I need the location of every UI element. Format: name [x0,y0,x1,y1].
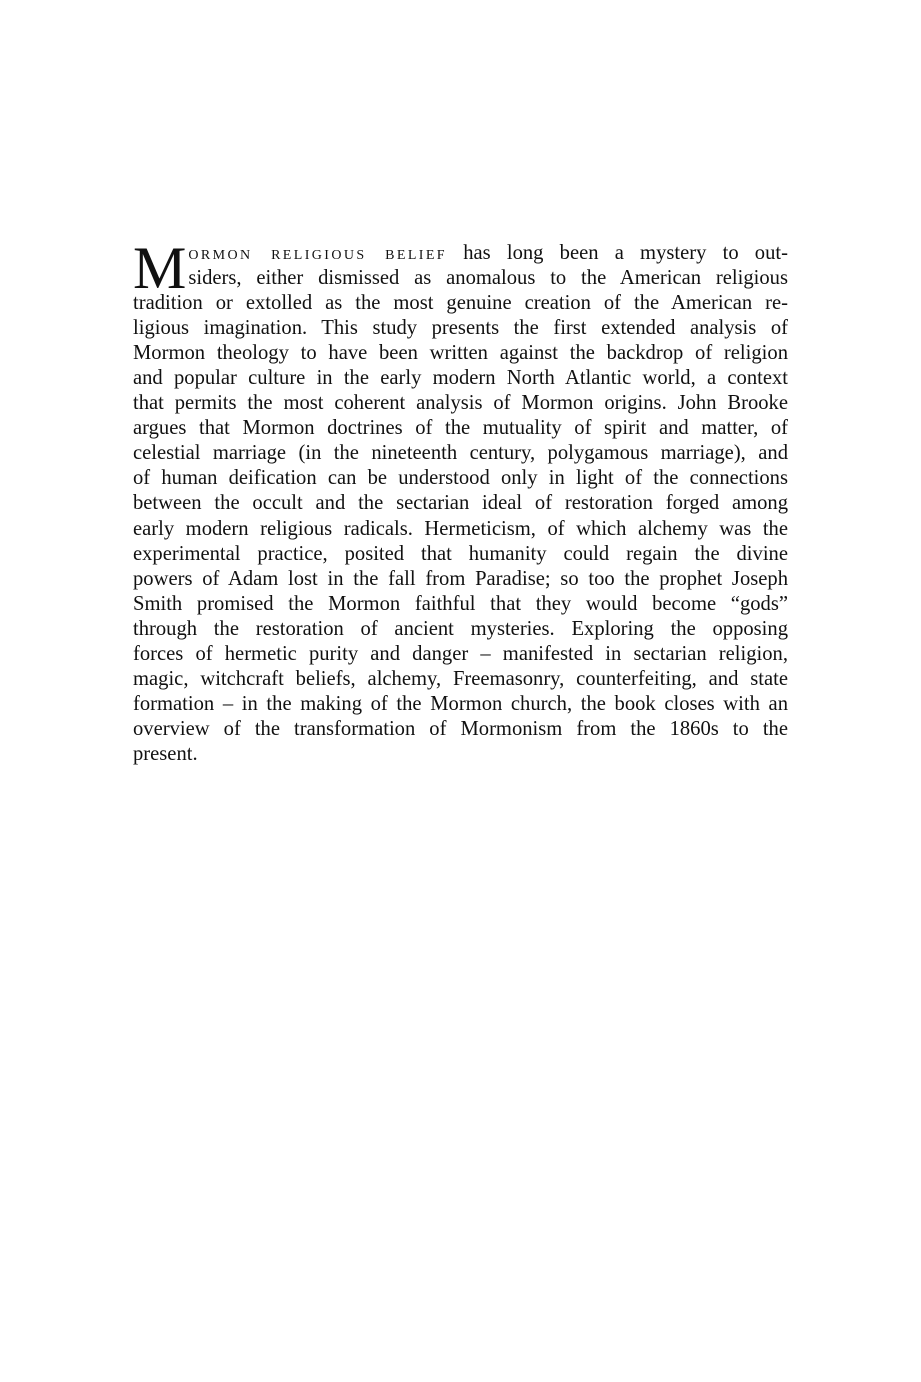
text-line: celestial marriage (in the nineteenth century, polygamous marriage), and [133,442,788,465]
text-line: through the restoration of ancient mysteries. Exploring the opposing [133,617,788,640]
text-line: early modern religious radicals. Hermeticism, of which alchemy was the [133,517,788,540]
text-line [133,241,788,266]
text-line: and popular culture in the early modern North Atlantic world, a context [133,367,788,390]
text-line: of human deification can be understood only in light of the connections [133,467,788,490]
text-line: formation – in the making of the Mormon church, the book closes with an [133,692,788,715]
drop-cap-letter: M [133,235,187,301]
text-line: magic, witchcraft beliefs, alchemy, Freemasonry, counterfeiting, and state [133,667,788,690]
text-line: powers of Adam lost in the fall from Paradise; so too the prophet Joseph [133,567,788,590]
text-line: ligious imagination. This study presents the first extended analysis of [133,317,788,340]
text-line: that permits the most coherent analysis of Mormon origins. John Brooke [133,392,788,415]
lead-in-small-caps: ormon religious belief [188,242,447,264]
text-line: argues that Mormon doctrines of the mutuality of spirit and matter, of [133,417,788,440]
book-description-paragraph [133,235,788,767]
text-line: overview of the transformation of Mormonism from the 1860s to the [133,717,788,740]
text-line: forces of hermetic purity and danger – manifested in sectarian religion, [133,642,788,665]
text-line-content: has long been a mystery to out- [447,242,788,264]
text-line: Smith promised the Mormon faithful that they would become “gods” [133,592,788,615]
text-line: experimental practice, posited that humanity could regain the divine [133,542,788,565]
text-line: Mormon theology to have been written against the backdrop of religion [133,342,788,365]
text-line: tradition or extolled as the most genuine creation of the American re- [133,292,788,315]
text-line: between the occult and the sectarian ideal of restoration forged among [133,492,788,515]
text-line: siders, either dismissed as anomalous to the American religious [188,267,788,290]
text-line: present. [133,742,198,765]
